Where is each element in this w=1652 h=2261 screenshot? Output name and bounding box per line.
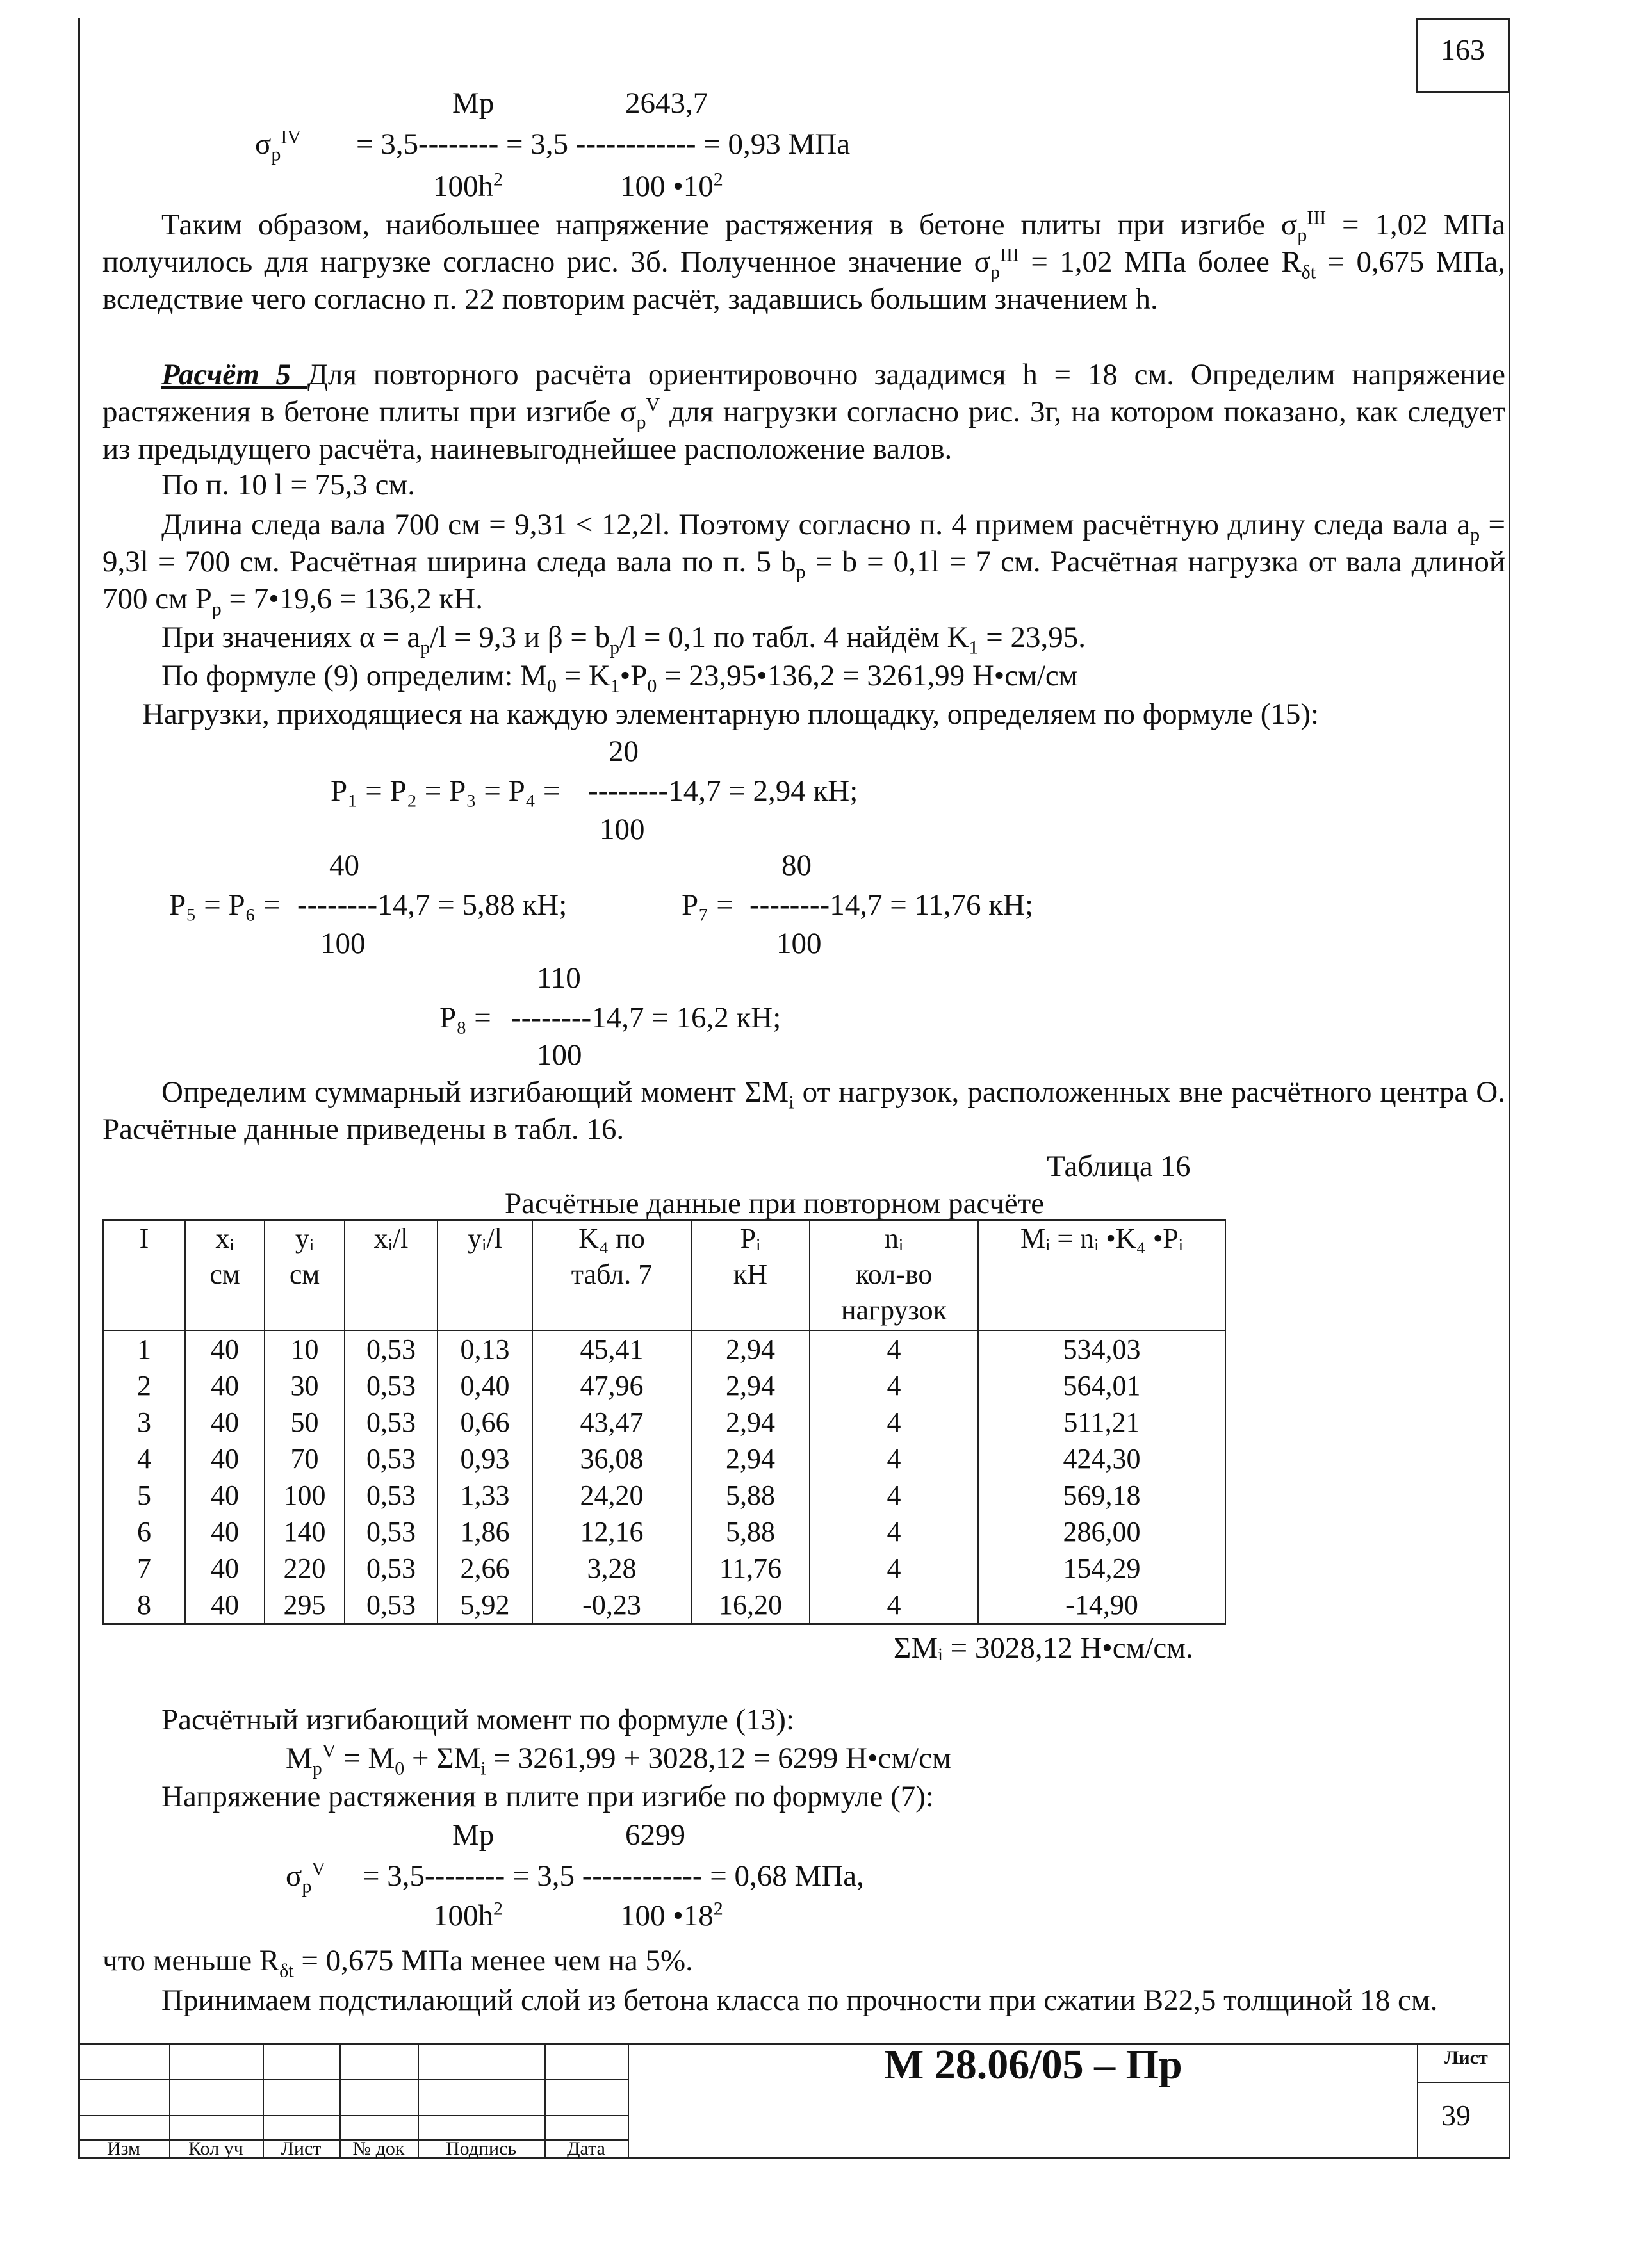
formula-v-mid: = 3,5-------- = 3,5 ------------ = 0,68 МПа,	[363, 1859, 864, 1893]
table-cell: 154,29	[978, 1550, 1225, 1587]
table-header-cell: xᵢ/l	[345, 1220, 438, 1331]
load-4-rhs: --------14,7 = 16,2 кН;	[511, 1001, 781, 1034]
paragraph-sum-moment: Определим суммарный изгибающий момент $\Sigma M_i$ от нагрузок, расположенных вне расчётного центра О. Расчётные данные приведены в табл. 16.	[102, 1075, 1505, 1146]
page-frame-left	[78, 18, 80, 2159]
table-cell: 4	[810, 1477, 978, 1514]
table-cell: 5,88	[691, 1477, 810, 1514]
table-sum: ΣMᵢ = 3028,12 Н•см/см.	[894, 1631, 1193, 1665]
stamp-label-sheet: Лист	[281, 2138, 322, 2159]
table-cell: 40	[185, 1330, 265, 1367]
page-number: 163	[1441, 33, 1485, 66]
formula-v-lhs: $\sigma_p^V$	[286, 1858, 326, 1897]
table-cell: 4	[810, 1550, 978, 1587]
table-cell: 40	[185, 1587, 265, 1624]
load-2-lhs: P₅ = P₆ =	[169, 888, 281, 922]
table-cell: 2,94	[691, 1367, 810, 1404]
table-row	[103, 1550, 1225, 1587]
table-cell: 3,28	[532, 1550, 691, 1587]
stamp-label-change: Изм	[106, 2138, 141, 2159]
table-cell: 0,53	[345, 1367, 438, 1404]
table-cell: 564,01	[978, 1367, 1225, 1404]
table-cell: 100	[265, 1477, 345, 1514]
stamp-label-signature: Подпись	[445, 2138, 517, 2159]
table-cell: 569,18	[978, 1477, 1225, 1514]
load-3-lhs: P₇ =	[682, 888, 733, 922]
table-cell: 8	[103, 1587, 185, 1624]
table-cell: 40	[185, 1404, 265, 1441]
table-cell: 3	[103, 1404, 185, 1441]
table-cell: 220	[265, 1550, 345, 1587]
paragraph-k1: При значениях $\alpha = a_p/l = 9,3$ и $\beta = b_p/l = 0,1$ по табл. 4 найдём $K_1 = 23,95$.	[161, 621, 1086, 658]
paragraph-less-than: что меньше $R_{\delta t} = 0,675$ МПа менее чем на 5%.	[102, 1944, 693, 1982]
table-cell: 0,53	[345, 1330, 438, 1367]
calc-5-title: Расчёт 5	[161, 358, 307, 391]
load-2-numerator: 40	[329, 849, 359, 882]
paragraph-l-value: По п. 10 l = 75,3 см.	[161, 468, 416, 502]
table-cell: 70	[265, 1441, 345, 1477]
table-cell: 0,53	[345, 1404, 438, 1441]
table-cell: 45,41	[532, 1330, 691, 1367]
table-cell: 0,53	[345, 1587, 438, 1624]
table-row	[103, 1441, 1225, 1477]
load-4-numerator: 110	[537, 961, 581, 995]
stamp-sheet-number: 39	[1441, 2099, 1471, 2132]
table-row	[103, 1404, 1225, 1441]
stamp-label-doc-number: № док	[352, 2138, 405, 2159]
table-cell: 424,30	[978, 1441, 1225, 1477]
paragraph-track-length: Длина следа вала 700 см = 9,31 < 12,2l. Поэтому согласно п. 4 примем расчётную длину следа вала $a_p = 9,3l = 700$ см. Расчётная ширина следа вала по п. 5 $b_p = b = 0,1l = 7$ см. Расчётная нагрузка от вала длиной 700 см $P_p$ = 7•19,6 = 136,2 кН.	[102, 508, 1505, 620]
table-cell: -0,23	[532, 1587, 691, 1624]
table-header-cell: K₄ по табл. 7	[532, 1220, 691, 1331]
table-cell: 50	[265, 1404, 345, 1441]
load-1-numerator: 20	[609, 735, 639, 768]
table-cell: 6	[103, 1514, 185, 1550]
table-cell: 0,13	[438, 1330, 532, 1367]
paragraph-stress-intro: Напряжение растяжения в плите при изгибе по формуле (7):	[161, 1780, 934, 1813]
load-1-lhs: P₁ = P₂ = P₃ = P₄ =	[331, 774, 560, 808]
table-cell: 295	[265, 1587, 345, 1624]
table-header-cell: nᵢ кол-во нагрузок	[810, 1220, 978, 1331]
stamp-label-count: Кол уч	[188, 2138, 243, 2159]
table-cell: 534,03	[978, 1330, 1225, 1367]
table-cell: 2,66	[438, 1550, 532, 1587]
table-cell: 40	[185, 1477, 265, 1514]
table-cell: 2	[103, 1367, 185, 1404]
table-row	[103, 1330, 1225, 1367]
table-cell: 47,96	[532, 1367, 691, 1404]
table-cell: 0,66	[438, 1404, 532, 1441]
load-4-lhs: P₈ =	[439, 1001, 491, 1034]
stamp-label-date: Дата	[567, 2138, 605, 2159]
table-cell: 286,00	[978, 1514, 1225, 1550]
table-cell: 2,94	[691, 1404, 810, 1441]
table-cell: 36,08	[532, 1441, 691, 1477]
load-2-rhs: --------14,7 = 5,88 кН;	[297, 888, 568, 922]
table-cell: 40	[185, 1441, 265, 1477]
formula-iv-lhs: $\sigma_p^{IV}$	[255, 126, 301, 165]
table-cell: 4	[810, 1367, 978, 1404]
formula-iv-top-val: 2643,7	[625, 86, 708, 120]
table-cell: 4	[810, 1330, 978, 1367]
table-row	[103, 1367, 1225, 1404]
table-cell: 40	[185, 1367, 265, 1404]
table-cell: 0,53	[345, 1441, 438, 1477]
table-header-cell: Mᵢ = nᵢ •K₄ •Pᵢ	[978, 1220, 1225, 1331]
table-header-cell: xᵢ см	[185, 1220, 265, 1331]
table-cell: 1,33	[438, 1477, 532, 1514]
paragraph-final: Принимаем подстилающий слой из бетона класса по прочности при сжатии B22,5 толщиной 18 см.	[161, 1984, 1438, 2017]
formula-v-top-mp: Mp	[452, 1818, 495, 1852]
table-cell: 511,21	[978, 1404, 1225, 1441]
table-cell: 4	[810, 1441, 978, 1477]
load-1-rhs: --------14,7 = 2,94 кН;	[588, 774, 858, 808]
table-cell: 40	[185, 1550, 265, 1587]
table-cell: 0,53	[345, 1514, 438, 1550]
table-cell: 40	[185, 1514, 265, 1550]
table-cell: 0,53	[345, 1477, 438, 1514]
table-header-cell: Pᵢ кН	[691, 1220, 810, 1331]
table-cell: 0,53	[345, 1550, 438, 1587]
table-cell: 1,86	[438, 1514, 532, 1550]
load-4-denominator: 100	[537, 1038, 582, 1072]
load-2-denominator: 100	[320, 927, 366, 960]
table-cell: 4	[810, 1587, 978, 1624]
table-cell: 10	[265, 1330, 345, 1367]
load-3-denominator: 100	[776, 927, 822, 960]
table-header-cell: yᵢ см	[265, 1220, 345, 1331]
formula-v-bot-a: $100h^2$	[433, 1898, 503, 1932]
table-cell: 30	[265, 1367, 345, 1404]
load-1-denominator: 100	[600, 813, 645, 846]
page-frame-right	[1509, 18, 1510, 2159]
load-3-rhs: --------14,7 = 11,76 кН;	[749, 888, 1034, 922]
table-cell: 4	[810, 1404, 978, 1441]
table-cell: 140	[265, 1514, 345, 1550]
table-cell: 0,93	[438, 1441, 532, 1477]
table-cell: -14,90	[978, 1587, 1225, 1624]
table-cell: 7	[103, 1550, 185, 1587]
table-row	[103, 1477, 1225, 1514]
title-block	[78, 2043, 1510, 2159]
table-cell: 12,16	[532, 1514, 691, 1550]
paragraph-conclusion-iii: Таким образом, наибольшее напряжение растяжения в бетоне плиты при изгибе $\sigma_p^{III} = 1,02$ МПа получилось для нагрузке согласно рис. 3б. Полученное значение $\sigma_p^{III} = 1,02$ МПа более $R_{\delta t} = 0,675$ МПа, вследствие чего согласно п. 22 повторим расчёт, задавшись большим значением h.	[102, 207, 1505, 316]
table-cell: 43,47	[532, 1404, 691, 1441]
table-cell: 4	[103, 1441, 185, 1477]
formula-v-top-val: 6299	[625, 1818, 685, 1852]
page-number-box	[1416, 18, 1510, 93]
paragraph-m0: По формуле (9) определим: $M_0$ = $K_1•P_0$ = 23,95•136,2 = 3261,99 Н•см/см	[161, 659, 1078, 697]
table-header-row	[103, 1220, 1225, 1331]
table-cell: 5	[103, 1477, 185, 1514]
load-3-numerator: 80	[781, 849, 812, 882]
table-cell: 2,94	[691, 1441, 810, 1477]
table-cell: 2,94	[691, 1330, 810, 1367]
table-caption: Расчётные данные при повторном расчёте	[505, 1187, 1045, 1220]
formula-iv-top-mp: Mp	[452, 86, 495, 120]
table-cell: 4	[810, 1514, 978, 1550]
formula-iv-mid: = 3,5-------- = 3,5 ------------ = 0,93 МПа	[356, 127, 851, 161]
formula-mp-v: $M_p^V = M_0 + \Sigma M_i = 3261,99 + 3028,12 = 6299$ Н•см/см	[286, 1740, 951, 1779]
paragraph-loads-intro: Нагрузки, приходящиеся на каждую элементарную площадку, определяем по формуле (15):	[142, 698, 1320, 731]
table-row	[103, 1514, 1225, 1550]
document-designation: М 28.06/05 – Пр	[884, 2041, 1182, 2088]
table-cell: 24,20	[532, 1477, 691, 1514]
table-cell: 5,88	[691, 1514, 810, 1550]
table-cell: 0,40	[438, 1367, 532, 1404]
table-cell: 16,20	[691, 1587, 810, 1624]
formula-v-bot-b: 100 $•18^2$	[620, 1898, 723, 1932]
table-body	[103, 1330, 1225, 1624]
paragraph-calc-5: Расчёт 5 Для повторного расчёта ориентировочно зададимся h = 18 см. Определим напряжение растяжения в бетоне плиты при изгибе $\sigma_p^V$ для нагрузки согласно рис. 3г, на котором показано, как следует из предыдущего расчёта, наиневыгоднейшее расположение валов.	[102, 358, 1506, 466]
table-header-cell: yᵢ/l	[438, 1220, 532, 1331]
stamp-sheet-label: Лист	[1444, 2047, 1488, 2068]
paragraph-design-moment: Расчётный изгибающий момент по формуле (13):	[161, 1703, 795, 1736]
formula-iv-bot-b: 100 $•10^2$	[620, 168, 723, 203]
table-row	[103, 1587, 1225, 1624]
table-cell: 1	[103, 1330, 185, 1367]
formula-iv-bot-a: $100h^2$	[433, 168, 503, 203]
table-cell: 5,92	[438, 1587, 532, 1624]
table-label: Таблица 16	[1047, 1150, 1191, 1183]
table-16	[102, 1219, 1226, 1625]
table-header-cell: I	[103, 1220, 185, 1331]
table-cell: 11,76	[691, 1550, 810, 1587]
